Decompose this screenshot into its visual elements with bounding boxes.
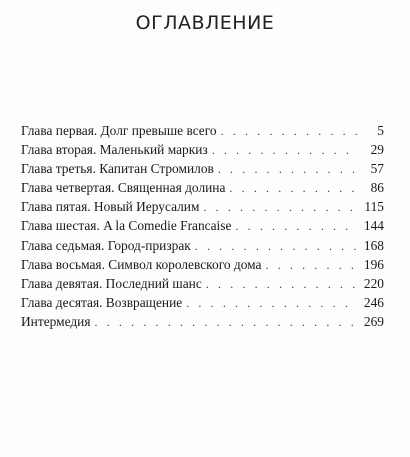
toc-entry-title: Глава вторая. Маленький маркиз [21,142,208,158]
toc-entry-title: Глава шестая. A la Comedie Francaise [21,218,232,234]
toc-entry[interactable] [21,178,384,197]
toc-entry[interactable] [21,121,384,140]
toc-leader-dots [229,179,358,198]
toc-leader-dots [235,217,358,236]
toc-entry[interactable] [21,159,384,178]
toc-entry[interactable] [21,255,384,274]
toc-entry-page: 144 [363,218,384,234]
toc-entry-page: 29 [370,142,384,158]
toc-entry[interactable] [21,293,384,312]
toc-leader-dots [206,275,358,294]
toc-entry-title: Интермедия [21,313,91,329]
toc-entry-page: 86 [370,180,384,196]
table-of-contents [21,121,384,331]
toc-entry-title: Глава десятая. Возвращение [21,294,183,310]
toc-entry-title: Глава третья. Капитан Стромилов [21,161,214,177]
toc-entry-page: 269 [363,313,384,329]
toc-leader-dots [203,198,358,217]
toc-leader-dots [221,122,358,141]
toc-leader-dots [218,160,358,179]
toc-entry[interactable] [21,236,384,255]
toc-entry-title: Глава седьмая. Город-призрак [21,237,191,253]
toc-entry-title: Глава восьмая. Символ королевского дома [21,256,262,272]
toc-leader-dots [186,294,358,313]
toc-entry[interactable] [21,216,384,235]
toc-entry-page: 220 [363,275,384,291]
toc-entry-title: Глава первая. Долг превыше всего [21,123,217,138]
page-title: ОГЛАВЛЕНИЕ [135,12,275,34]
toc-leader-dots [95,313,358,332]
toc-entry[interactable] [21,197,384,216]
toc-entry[interactable] [21,140,384,159]
toc-entry[interactable] [21,312,384,331]
toc-entry-page: 246 [363,294,384,310]
toc-entry-title: Глава пятая. Новый Иерусалим [21,199,200,215]
toc-entry-title: Глава четвертая. Священная долина [21,180,226,196]
toc-entry[interactable] [21,274,384,293]
toc-entry-title: Глава девятая. Последний шанс [21,275,202,291]
toc-leader-dots [212,141,358,160]
toc-leader-dots [195,237,358,256]
toc-entry-page: 115 [364,199,384,215]
toc-entry-page: 57 [370,161,384,177]
toc-entry-page: 5 [377,123,384,138]
toc-entry-page: 168 [363,237,384,253]
toc-entry-page: 196 [363,256,384,272]
toc-leader-dots [266,256,359,275]
